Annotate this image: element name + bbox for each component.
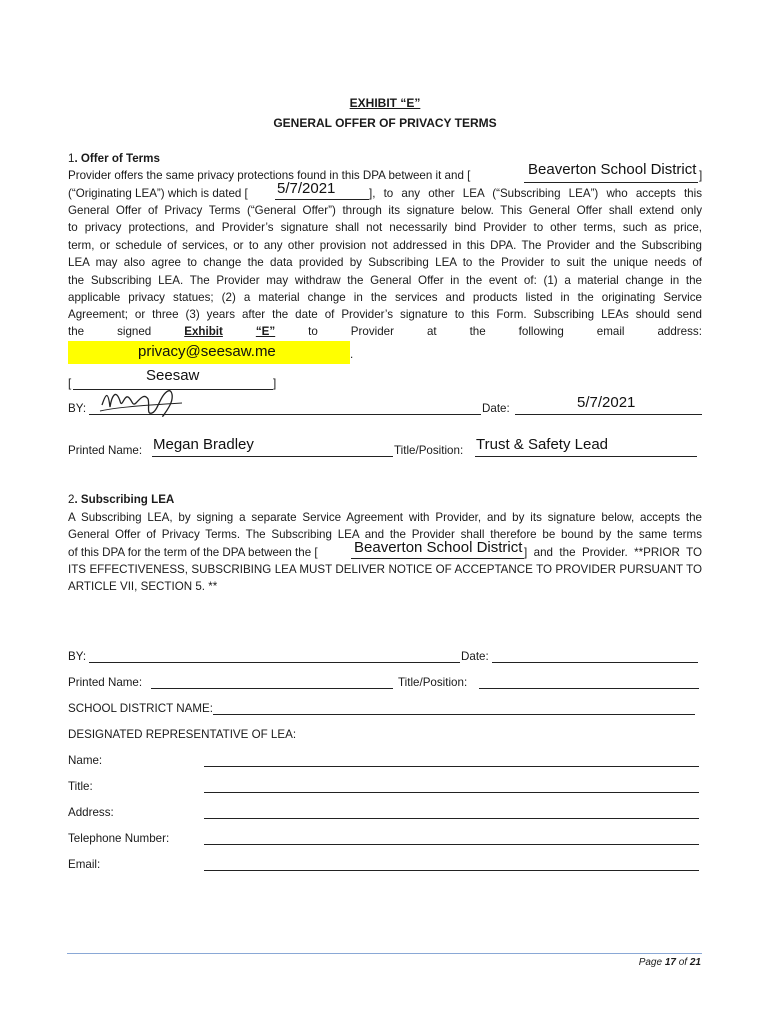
- word: Provider: [350, 325, 394, 338]
- word: at: [426, 325, 437, 338]
- word: Exhibit: [184, 325, 223, 338]
- district-name-field[interactable]: [213, 714, 695, 715]
- subscribing-line-3a: of this DPA for the term of the DPA between the [: [68, 546, 318, 559]
- offer-line: applicable privacy statues; (2) a material change in the services and products listed in the originating Service: [68, 291, 702, 305]
- offer-body: [68, 202, 702, 324]
- rep-address-label: Address:: [68, 806, 114, 819]
- exhibit-heading: EXHIBIT “E”: [349, 96, 421, 110]
- subscribing-line: ITS EFFECTIVENESS, SUBSCRIBING LEA MUST DELIVER NOTICE OF ACCEPTANCE TO PROVIDER PURSUANT TO: [68, 563, 702, 576]
- rep-address-field[interactable]: [204, 818, 699, 819]
- provider-date-value: 5/7/2021: [577, 394, 636, 411]
- subscribing-lea-field[interactable]: [351, 558, 524, 559]
- provider-title-value: Trust & Safety Lead: [476, 436, 609, 453]
- provider-title-label: Title/Position:: [394, 444, 464, 457]
- offer-line: term, or schedule of services, or to any other provision not addressed in this DPA. The Provider and the Subscribing: [68, 238, 702, 252]
- word: signed: [117, 325, 152, 338]
- originating-lea-field[interactable]: [524, 182, 698, 183]
- page-number: Page 17 of 21: [638, 957, 701, 968]
- subscribing-lea-value: Beaverton School District: [354, 539, 523, 556]
- provider-printed-name-label: Printed Name:: [68, 444, 143, 457]
- district-name-label: SCHOOL DISTRICT NAME:: [68, 702, 213, 715]
- originating-lea-value: Beaverton School District: [528, 161, 697, 178]
- word: email: [596, 325, 625, 338]
- offer-line-2b: ], to any other LEA (“Subscribing LEA”) who accepts this: [369, 187, 702, 200]
- dated-field[interactable]: [275, 199, 369, 200]
- page-title: GENERAL OFFER OF PRIVACY TERMS: [273, 116, 497, 130]
- provider-title-field[interactable]: [475, 456, 697, 457]
- designated-rep-label: DESIGNATED REPRESENTATIVE OF LEA:: [68, 728, 297, 741]
- word: the: [68, 325, 85, 338]
- provider-bracket-open: [: [68, 377, 72, 390]
- email-period: .: [350, 348, 354, 361]
- offer-line: Agreement; or three (3) years after the date of Provider’s signature to this Form. Subscribing LEAs should send: [68, 308, 702, 322]
- offer-line: General Offer of Privacy Terms (“General Offer”) through its signature below. This General Offer shall extend only: [68, 204, 702, 217]
- lea-by-label: BY:: [68, 650, 87, 663]
- subscribing-line: ARTICLE VII, SECTION 5. **: [68, 580, 218, 594]
- word: “E”: [255, 325, 276, 338]
- provider-by-label: BY:: [68, 402, 87, 415]
- word: following: [518, 325, 564, 338]
- provider-signature: [98, 385, 184, 421]
- subscribing-line: A Subscribing LEA, by signing a separate Service Agreement with Provider, and by its signature below, accepts the: [68, 511, 702, 524]
- rep-phone-field[interactable]: [204, 844, 699, 845]
- lea-date-label: Date:: [461, 650, 489, 663]
- rep-email-label: Email:: [68, 858, 101, 871]
- offer-line-2a: (“Originating LEA”) which is dated [: [68, 187, 248, 200]
- word: the: [469, 325, 486, 338]
- provider-date-field[interactable]: [515, 414, 702, 415]
- offer-line-1: Provider offers the same privacy protections found in this DPA between it and [: [68, 169, 471, 182]
- provider-date-label: Date:: [482, 402, 510, 415]
- provider-printed-name-value: Megan Bradley: [153, 436, 254, 453]
- rep-title-label: Title:: [68, 780, 93, 793]
- bracket-close: ]: [699, 169, 703, 182]
- rep-name-label: Name:: [68, 754, 103, 767]
- lea-printed-name-label: Printed Name:: [68, 676, 143, 689]
- subscribing-line-3b: ] and the Provider. **PRIOR TO: [524, 546, 702, 559]
- offer-last-line: [68, 323, 702, 340]
- lea-signature-field[interactable]: [89, 662, 460, 663]
- dated-value: 5/7/2021: [277, 180, 336, 197]
- provider-email[interactable]: privacy@seesaw.me: [138, 343, 276, 360]
- lea-title-label: Title/Position:: [398, 676, 468, 689]
- rep-title-field[interactable]: [204, 792, 699, 793]
- word: to: [308, 325, 318, 338]
- rep-name-field[interactable]: [204, 766, 699, 767]
- offer-line: LEA may also agree to change the data provided by Subscribing LEA to the Provider to suit the unique needs of: [68, 256, 702, 270]
- section-1-heading: 1. Offer of Terms: [68, 152, 160, 165]
- lea-title-field[interactable]: [479, 688, 699, 689]
- provider-bracket-close: ]: [273, 377, 277, 390]
- provider-printed-name-field[interactable]: [152, 456, 393, 457]
- word: address:: [657, 325, 702, 338]
- provider-name-value: Seesaw: [146, 367, 200, 384]
- subscribing-line: General Offer of Privacy Terms. The Subscribing LEA and the Provider shall therefore be bound by the same terms: [68, 528, 702, 542]
- subscribing-notice: [68, 561, 702, 596]
- lea-date-field[interactable]: [492, 662, 698, 663]
- rep-phone-label: Telephone Number:: [68, 832, 170, 845]
- rep-email-field[interactable]: [204, 870, 699, 871]
- offer-line: to privacy protections, and Provider’s signature shall not necessarily bind Provider to other terms, such as price,: [68, 221, 702, 235]
- footer-divider: [67, 953, 702, 954]
- lea-printed-name-field[interactable]: [151, 688, 393, 689]
- section-2-heading: 2. Subscribing LEA: [68, 493, 175, 506]
- offer-line: the Subscribing LEA. The Provider may withdraw the General Offer in the event of: (1) a material change in the: [68, 273, 702, 287]
